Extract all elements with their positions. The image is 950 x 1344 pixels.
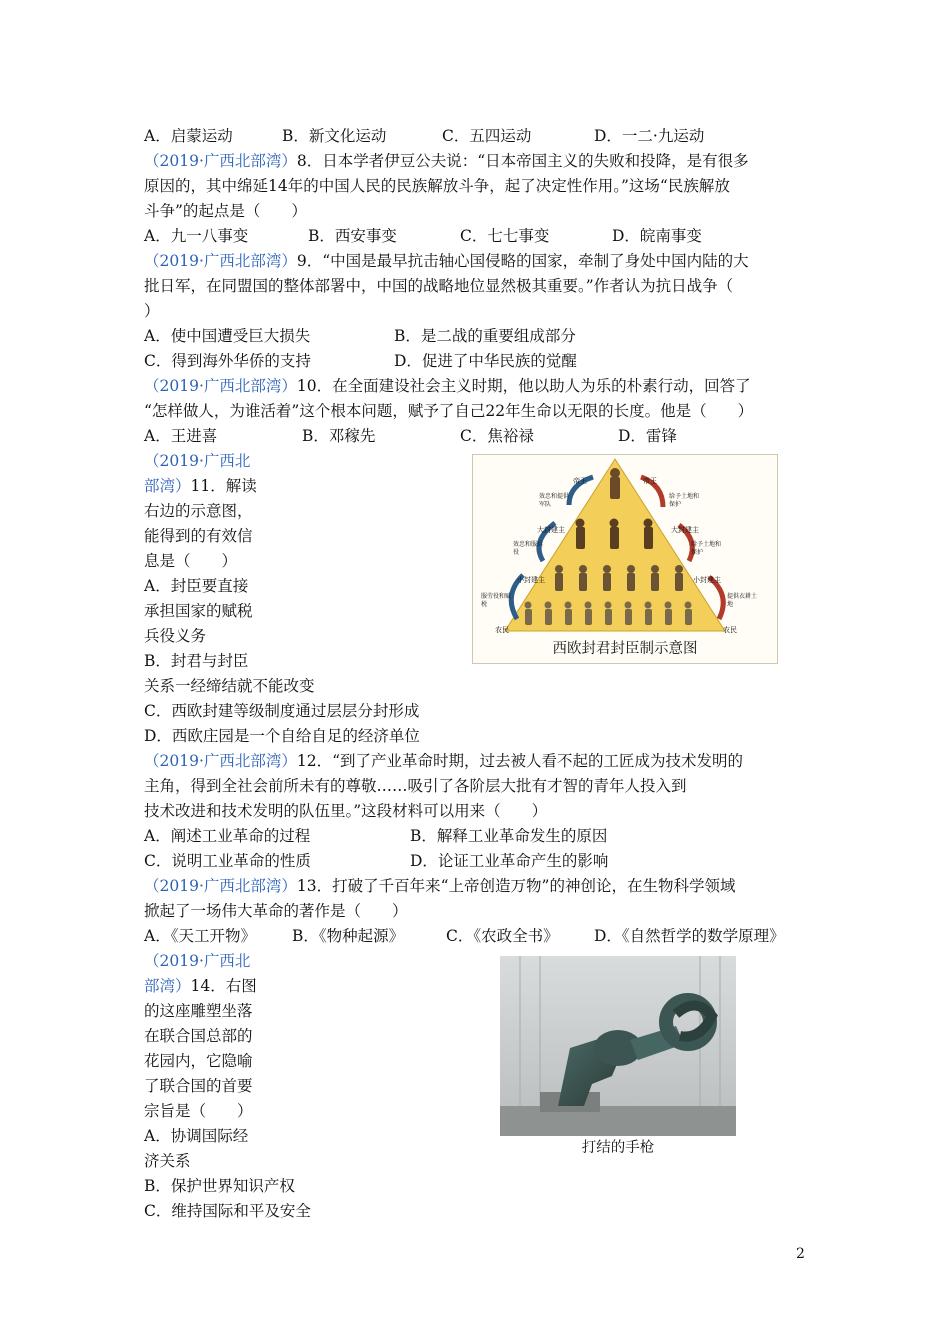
feudal-pyramid-figure [472, 454, 778, 664]
q14-option-c[interactable]: C．维持国际和平及安全 [144, 1202, 311, 1220]
q14-stem-1: 14．右图 [190, 977, 257, 995]
q14-line-6: 宗旨是（ ） [144, 1102, 253, 1120]
q14-line-3: 在联合国总部的 [144, 1027, 253, 1045]
knotted-gun-figure [500, 956, 736, 1156]
q14-line-4: 花园内，它隐喻 [144, 1052, 253, 1070]
q9-line-2: 批日军，在同盟国的整体部署中，中国的战略地位显然极其重要。”作者认为抗日战争（ [144, 277, 734, 295]
q11-line-1 [144, 474, 257, 499]
king-figure [610, 468, 620, 499]
rank-left-peasant: 农民 [495, 626, 509, 634]
q10-option-a[interactable]: A．王进喜 [144, 427, 218, 445]
rank-right-king: 帝王 [643, 477, 657, 485]
rank-right-great-lord: 大封建主 [671, 526, 699, 534]
q10-option-d[interactable]: D．雷锋 [618, 427, 677, 445]
rank-left-king: 帝王 [573, 477, 587, 485]
q10-line-2: “怎样做人，为谁活着”这个根本问题，赋予了自己22年生命以无限的长度。他是（ ） [144, 402, 754, 420]
q11-line-4: 息是（ ） [144, 552, 238, 570]
rank-right-peasant: 农民 [723, 626, 737, 634]
rank-left-lesser-lord: 小封建主 [517, 576, 545, 584]
q10-line-1 [144, 374, 751, 399]
q14-option-b[interactable]: B．保护世界知识产权 [144, 1177, 295, 1195]
q14-option-a-2[interactable]: 济关系 [144, 1152, 191, 1170]
q13-option-c[interactable]: C．《农政全书》 [446, 927, 559, 945]
q8-line-1 [144, 149, 749, 174]
q7-option-b[interactable]: B．新文化运动 [282, 127, 387, 145]
q12-option-d[interactable]: D．论证工业革命产生的影响 [410, 852, 609, 870]
q8-line-3: 斗争”的起点是（ ） [144, 202, 307, 220]
q10-stem-1: 10．在全面建设社会主义时期，他以助人为乐的朴素行动，回答了 [296, 377, 751, 395]
q7-option-d[interactable]: D．一二·九运动 [594, 127, 705, 145]
q13-source: （2019·广西北部湾） [144, 877, 297, 895]
knotted-gun-photo [500, 956, 736, 1136]
q14-line-2: 的这座雕塑坐落 [144, 1002, 253, 1020]
q11-option-b-1[interactable]: B．封君与封臣 [144, 652, 249, 670]
label-left-3: 服劳役和赋税 [481, 593, 512, 608]
q8-option-a[interactable]: A．九一八事变 [144, 227, 249, 245]
q14-line-5: 了联合国的首要 [144, 1077, 253, 1095]
q12-option-c[interactable]: C．说明工业革命的性质 [144, 852, 311, 870]
q12-stem-1: 12．“到了产业革命时期，过去被人看不起的工匠成为技术发明的 [296, 752, 744, 770]
q9-line-1 [144, 249, 749, 274]
label-left-2: 效忠和服兵役 [513, 541, 544, 556]
q13-line-1 [144, 874, 735, 899]
q12-line-3: 技术改进和技术发明的队伍里。”这段材料可以用来（ ） [144, 802, 548, 820]
q12-option-a[interactable]: A．阐述工业革命的过程 [144, 827, 311, 845]
q9-option-d[interactable]: D．促进了中华民族的觉醒 [394, 352, 577, 370]
q8-stem-1: 8．日本学者伊豆公夫说：“日本帝国主义的失败和投降，是有很多 [296, 152, 749, 170]
q8-option-d[interactable]: D．皖南事变 [612, 227, 702, 245]
q12-line-1 [144, 749, 743, 774]
label-right-3: 提供衣耕土地 [727, 593, 758, 608]
q11-option-b-2[interactable]: 关系一经缔结就不能改变 [144, 677, 315, 695]
rank-right-lesser-lord: 小封建主 [693, 576, 721, 584]
q14-source-1: （2019·广西北 [144, 952, 251, 970]
q13-option-d[interactable]: D．《自然哲学的数学原理》 [594, 927, 785, 945]
q10-option-b[interactable]: B．邓稼先 [302, 427, 376, 445]
q13-option-b[interactable]: B．《物种起源》 [292, 927, 405, 945]
q14-figure-caption: 打结的手枪 [581, 1140, 655, 1156]
q12-source: （2019·广西北部湾） [144, 752, 297, 770]
q9-line-3: ） [144, 302, 160, 320]
peasant-figures [525, 602, 693, 626]
q14-source-2: 部湾） [144, 977, 191, 995]
q9-option-a[interactable]: A．使中国遭受巨大损失 [144, 327, 311, 345]
label-right-1: 给予土地和保护 [669, 493, 700, 508]
q11-source-2: 部湾） [144, 477, 191, 495]
q13-stem-1: 13．打破了千百年来“上帝创造万物”的神创论，在生物科学领域 [296, 877, 736, 895]
q12-option-b[interactable]: B．解释工业革命发生的原因 [410, 827, 608, 845]
q11-option-d[interactable]: D．西欧庄园是一个自给自足的经济单位 [144, 727, 420, 745]
q8-option-c[interactable]: C．七七事变 [460, 227, 550, 245]
q11-figure-caption: 西欧封君封臣制示意图 [552, 641, 698, 657]
q8-source: （2019·广西北部湾） [144, 152, 297, 170]
label-left-1: 效忠和提供军队 [539, 493, 570, 508]
q14-line-1 [144, 974, 257, 999]
q7-option-c[interactable]: C．五四运动 [442, 127, 532, 145]
q11-option-c[interactable]: C．西欧封建等级制度通过层层分封形成 [144, 702, 420, 720]
q11-option-a-3[interactable]: 兵役义务 [144, 627, 207, 645]
q9-option-c[interactable]: C．得到海外华侨的支持 [144, 352, 311, 370]
q11-line-2: 右边的示意图， [144, 502, 253, 520]
q10-source: （2019·广西北部湾） [144, 377, 297, 395]
q13-line-2: 掀起了一场伟大革命的著作是（ ） [144, 902, 408, 920]
q11-option-a-1[interactable]: A．封臣要直接 [144, 577, 249, 595]
q13-option-a[interactable]: A．《天工开物》 [144, 927, 256, 945]
q11-option-a-2[interactable]: 承担国家的赋税 [144, 602, 253, 620]
q8-option-b[interactable]: B．西安事变 [308, 227, 397, 245]
q11-line-3: 能得到的有效信 [144, 527, 253, 545]
q11-stem-1: 11．解读 [190, 477, 257, 495]
rank-left-great-lord: 大封建主 [537, 526, 565, 534]
q9-source: （2019·广西北部湾） [144, 252, 297, 270]
q8-line-2: 原因的，其中绵延14年的中国人民的民族解放斗争，起了决定性作用。”这场“民族解放 [144, 177, 730, 195]
q14-option-a-1[interactable]: A．协调国际经 [144, 1127, 249, 1145]
q9-option-b[interactable]: B．是二战的重要组成部分 [394, 327, 576, 345]
q12-line-2: 主角，得到全社会前所未有的尊敬……吸引了各阶层大批有才智的青年人投入到 [144, 777, 687, 795]
q7-option-a[interactable]: A．启蒙运动 [144, 127, 233, 145]
page-number: 2 [796, 1246, 805, 1262]
q11-source-1: （2019·广西北 [144, 452, 251, 470]
q9-stem-1: 9．“中国是最早抗击轴心国侵略的国家，牵制了身处中国内陆的大 [296, 252, 749, 270]
label-right-2: 给予土地和保护 [691, 541, 722, 556]
q10-option-c[interactable]: C．焦裕禄 [460, 427, 534, 445]
